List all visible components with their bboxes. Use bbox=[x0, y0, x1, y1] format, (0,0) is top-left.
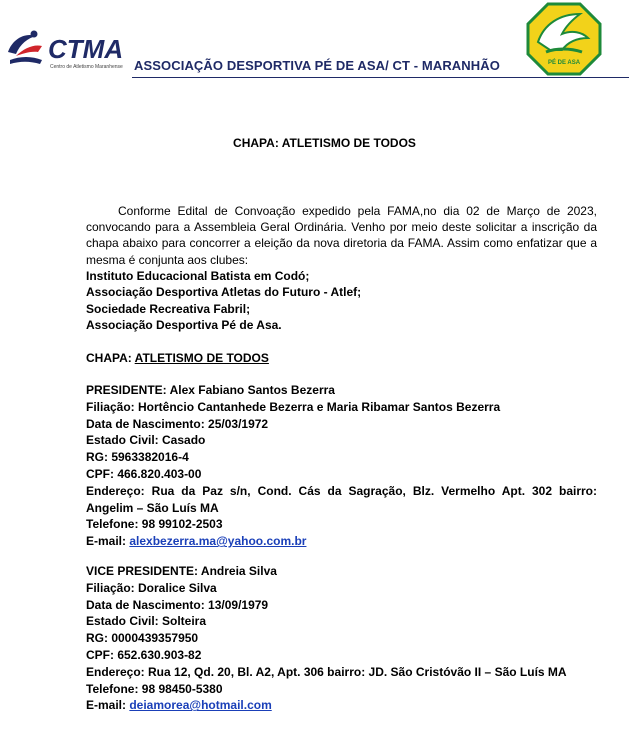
association-title: ASSOCIAÇÃO DESPORTIVA PÉ DE ASA/ CT - MARANHÃO bbox=[134, 58, 500, 73]
president-email-link[interactable]: alexbezerra.ma@yahoo.com.br bbox=[129, 534, 307, 549]
fama-logo bbox=[526, 2, 602, 76]
chapa-name: ATLETISMO DE TODOS bbox=[134, 351, 269, 365]
vice-president-email-row bbox=[86, 697, 597, 714]
vice-president-section bbox=[86, 563, 597, 714]
president-email-row bbox=[86, 533, 597, 550]
vice-president-role: VICE PRESIDENTE: Andreia Silva bbox=[86, 564, 277, 578]
vice-president-address: Endereço: Rua 12, Qd. 20, Bl. A2, Apt. 306 bairro: JD. São Cristóvão II – São Luís MA bbox=[86, 664, 567, 679]
letterhead bbox=[0, 0, 629, 80]
chapa-heading bbox=[86, 351, 269, 365]
ctma-logo-text: CTMA bbox=[48, 34, 124, 64]
president-email-label: E-mail: bbox=[86, 534, 130, 549]
vice-president-email-label: E-mail: bbox=[86, 698, 130, 713]
club-item: Instituto Educacional Batista em Codó; bbox=[86, 269, 310, 283]
header-divider bbox=[132, 77, 629, 78]
president-role: PRESIDENTE: Alex Fabiano Santos Bezerra bbox=[86, 383, 335, 397]
president-marital-status: Estado Civil: Casado bbox=[86, 433, 206, 448]
president-section bbox=[86, 382, 597, 550]
president-address: Endereço: Rua da Paz s/n, Cond. Cás da Sagração, Blz. Vermelho Apt. 302 bairro: Angelim – São Luís MA bbox=[86, 483, 597, 515]
vice-president-phone: Telefone: 98 98450-5380 bbox=[86, 681, 223, 696]
president-birthdate: Data de Nascimento: 25/03/1972 bbox=[86, 416, 269, 431]
intro-paragraph: Conforme Edital de Convoação expedido pela FAMA,no dia 02 de Março de 2023, convocando para a Assembleia Geral Ordinária. Venho por meio deste solicitar a inscrição da chapa abaixo para concorrer a eleição da nova diretoria da FAMA. Assim como enfatizar que a mesma é conjunta aos clubes: bbox=[86, 204, 597, 267]
vice-president-email-link[interactable]: deiamorea@hotmail.com bbox=[129, 698, 272, 713]
ctma-logo bbox=[4, 26, 134, 72]
clubs-list bbox=[86, 268, 597, 333]
vice-president-rg: RG: 0000439357950 bbox=[86, 631, 199, 646]
club-item: Sociedade Recreativa Fabril; bbox=[86, 301, 251, 316]
vice-president-cpf: CPF: 652.630.903-82 bbox=[86, 647, 202, 662]
president-rg: RG: 5963382016-4 bbox=[86, 450, 189, 465]
president-filiacao: Filiação: Hortêncio Cantanhede Bezerra e Maria Ribamar Santos Bezerra bbox=[86, 399, 501, 414]
vice-president-birthdate: Data de Nascimento: 13/09/1979 bbox=[86, 597, 269, 612]
club-item: Associação Desportiva Atletas do Futuro - Atlef; bbox=[86, 285, 362, 300]
vice-president-filiacao: Filiação: Doralice Silva bbox=[86, 580, 217, 595]
intro-paragraph-block bbox=[86, 203, 597, 268]
chapa-prefix: CHAPA: bbox=[86, 351, 135, 365]
document-title: CHAPA: ATLETISMO DE TODOS bbox=[233, 136, 416, 150]
ctma-logo-subtext: Centro de Atletismo Maranhense bbox=[50, 64, 123, 70]
president-phone: Telefone: 98 99102-2503 bbox=[86, 517, 223, 532]
club-item: Associação Desportiva Pé de Asa. bbox=[86, 317, 282, 332]
president-cpf: CPF: 466.820.403-00 bbox=[86, 466, 202, 481]
vice-president-marital-status: Estado Civil: Solteira bbox=[86, 614, 207, 629]
fama-logo-text: PÉ DE ASA bbox=[547, 60, 581, 66]
